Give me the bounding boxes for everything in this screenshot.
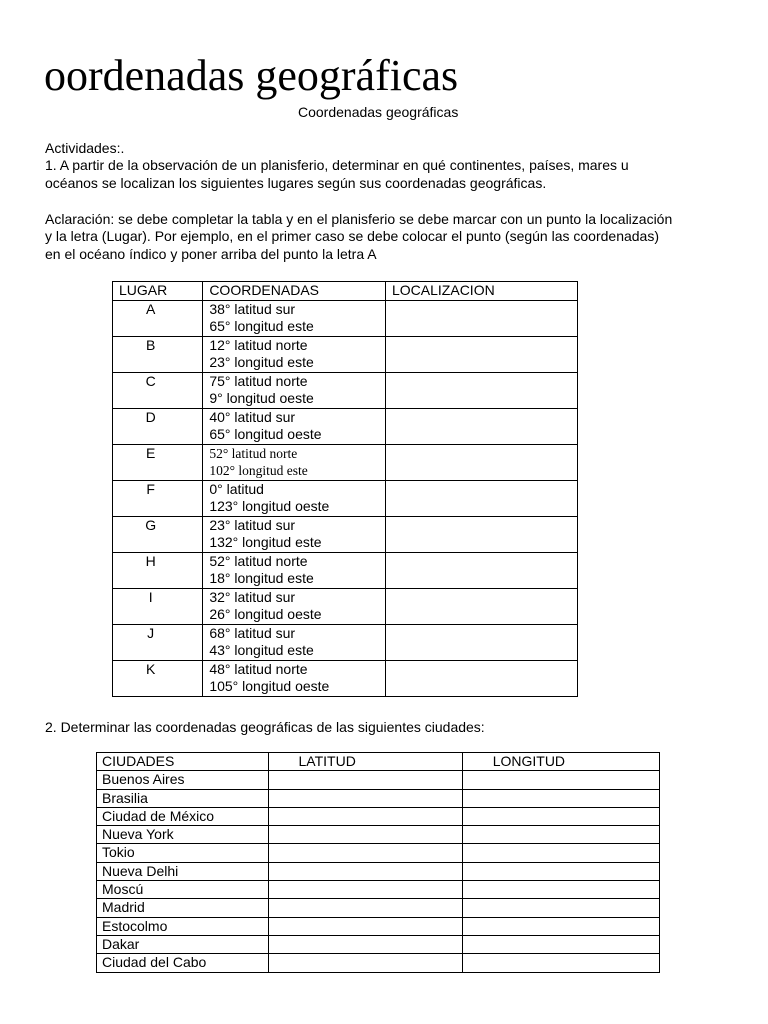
places-table-header-row <box>113 282 578 301</box>
table-row <box>113 660 578 696</box>
coordenadas-cell <box>203 660 386 696</box>
ciudad-cell: Madrid <box>97 899 269 917</box>
lugar-cell: B <box>113 336 203 372</box>
clarification-line-3: en el océano índico y poner arriba del punto la letra A <box>45 245 377 262</box>
ciudad-cell: Ciudad de México <box>97 807 269 825</box>
header-localizacion: LOCALIZACION <box>386 282 578 301</box>
longitud-cell[interactable] <box>462 826 659 844</box>
latitud-cell[interactable] <box>268 826 462 844</box>
latitude-text: 52° latitud norte <box>209 445 298 461</box>
latitude-text: 23° latitud sur <box>209 516 296 533</box>
lugar-cell: C <box>113 372 203 408</box>
localizacion-cell[interactable] <box>386 336 578 372</box>
localizacion-cell[interactable] <box>386 372 578 408</box>
longitude-text: 65° longitud oeste <box>209 426 322 442</box>
table-row <box>97 899 660 917</box>
coordenadas-cell <box>203 516 386 552</box>
places-table <box>112 281 578 697</box>
header-coordenadas: COORDENADAS <box>203 282 386 301</box>
longitud-cell[interactable] <box>462 954 659 972</box>
longitude-text: 102° longitud este <box>209 463 308 478</box>
table-row <box>97 881 660 899</box>
latitude-text: 40° latitud sur <box>209 408 296 425</box>
longitude-text: 105° longitud oeste <box>209 678 330 694</box>
longitud-cell[interactable] <box>462 789 659 807</box>
table-row <box>97 807 660 825</box>
coordenadas-cell <box>203 444 386 480</box>
table-row <box>97 954 660 972</box>
table-row <box>113 408 578 444</box>
table-row <box>97 935 660 953</box>
longitud-cell[interactable] <box>462 881 659 899</box>
activities-label: Actividades:. <box>45 140 125 156</box>
page-title: oordenadas geográficas <box>44 51 459 100</box>
localizacion-cell[interactable] <box>386 588 578 624</box>
latitude-text: 38° latitud sur <box>209 300 296 317</box>
lugar-cell: D <box>113 408 203 444</box>
activities-line-1: 1. A partir de la observación de un planisferio, determinar en qué continentes, países, mares u <box>45 157 629 174</box>
longitud-cell[interactable] <box>462 771 659 789</box>
latitude-text: 68° latitud sur <box>209 624 296 641</box>
latitude-text: 0° latitud <box>209 480 264 497</box>
latitud-cell[interactable] <box>268 935 462 953</box>
cities-table-header-row <box>97 753 660 771</box>
longitude-text: 123° longitud oeste <box>209 498 330 514</box>
longitud-cell[interactable] <box>462 844 659 862</box>
ciudad-cell: Dakar <box>97 935 269 953</box>
longitude-text: 18° longitud este <box>209 570 314 586</box>
header-lugar: LUGAR <box>113 282 203 301</box>
table-row <box>97 862 660 880</box>
coordenadas-cell <box>203 336 386 372</box>
longitude-text: 65° longitud este <box>209 318 314 334</box>
ciudad-cell: Estocolmo <box>97 917 269 935</box>
localizacion-cell[interactable] <box>386 516 578 552</box>
longitude-text: 132° longitud este <box>209 534 322 550</box>
latitud-cell[interactable] <box>268 789 462 807</box>
longitud-cell[interactable] <box>462 899 659 917</box>
header-latitud: LATITUD <box>268 753 462 771</box>
localizacion-cell[interactable] <box>386 300 578 336</box>
lugar-cell: J <box>113 624 203 660</box>
section-2-text: 2. Determinar las coordenadas geográficas de las siguientes ciudades: <box>45 719 485 735</box>
longitud-cell[interactable] <box>462 862 659 880</box>
coordenadas-cell <box>203 408 386 444</box>
clarification-line-2: y la letra (Lugar). Por ejemplo, en el primer caso se debe colocar el punto (según las coordenadas) <box>45 228 659 245</box>
table-row <box>97 917 660 935</box>
lugar-cell: F <box>113 480 203 516</box>
activities-paragraph <box>45 140 725 192</box>
page-subtitle: Coordenadas geográficas <box>298 104 459 120</box>
clarification-line-1: Aclaración: se debe completar la tabla y en el planisferio se debe marcar con un punto la localización <box>45 211 673 227</box>
localizacion-cell[interactable] <box>386 480 578 516</box>
table-row <box>97 826 660 844</box>
latitud-cell[interactable] <box>268 917 462 935</box>
table-row <box>113 588 578 624</box>
latitud-cell[interactable] <box>268 899 462 917</box>
lugar-cell: G <box>113 516 203 552</box>
longitude-text: 26° longitud oeste <box>209 606 322 622</box>
latitud-cell[interactable] <box>268 862 462 880</box>
coordenadas-cell <box>203 552 386 588</box>
table-row <box>113 516 578 552</box>
lugar-cell: K <box>113 660 203 696</box>
latitud-cell[interactable] <box>268 807 462 825</box>
coordenadas-cell <box>203 624 386 660</box>
latitude-text: 52° latitud norte <box>209 552 308 569</box>
ciudad-cell: Nueva York <box>97 826 269 844</box>
activities-line-2: océanos se localizan los siguientes lugares según sus coordenadas geográficas. <box>45 174 547 191</box>
lugar-cell: H <box>113 552 203 588</box>
lugar-cell: I <box>113 588 203 624</box>
table-row <box>113 624 578 660</box>
coordenadas-cell <box>203 588 386 624</box>
coordenadas-cell <box>203 300 386 336</box>
table-row <box>97 789 660 807</box>
latitude-text: 32° latitud sur <box>209 588 296 605</box>
table-row <box>97 844 660 862</box>
localizacion-cell[interactable] <box>386 660 578 696</box>
table-row <box>113 300 578 336</box>
table-row <box>113 336 578 372</box>
longitud-cell[interactable] <box>462 935 659 953</box>
longitude-text: 43° longitud este <box>209 642 314 658</box>
ciudad-cell: Tokio <box>97 844 269 862</box>
longitude-text: 9° longitud oeste <box>209 390 314 406</box>
latitude-text: 12° latitud norte <box>209 336 308 353</box>
cities-table <box>96 752 660 973</box>
localizacion-cell[interactable] <box>386 552 578 588</box>
latitud-cell[interactable] <box>268 881 462 899</box>
header-ciudades: CIUDADES <box>97 753 269 771</box>
ciudad-cell: Nueva Delhi <box>97 862 269 880</box>
header-longitud: LONGITUD <box>462 753 659 771</box>
latitud-cell[interactable] <box>268 954 462 972</box>
ciudad-cell: Brasilia <box>97 789 269 807</box>
longitud-cell[interactable] <box>462 917 659 935</box>
localizacion-cell[interactable] <box>386 444 578 480</box>
table-row <box>113 480 578 516</box>
latitude-text: 48° latitud norte <box>209 660 308 677</box>
longitud-cell[interactable] <box>462 807 659 825</box>
coordenadas-cell <box>203 372 386 408</box>
clarification-paragraph <box>45 211 725 263</box>
table-row <box>113 444 578 480</box>
ciudad-cell: Ciudad del Cabo <box>97 954 269 972</box>
table-row <box>113 552 578 588</box>
table-row <box>113 372 578 408</box>
lugar-cell: A <box>113 300 203 336</box>
ciudad-cell: Buenos Aires <box>97 771 269 789</box>
coordenadas-cell <box>203 480 386 516</box>
longitude-text: 23° longitud este <box>209 354 314 370</box>
latitud-cell[interactable] <box>268 771 462 789</box>
localizacion-cell[interactable] <box>386 408 578 444</box>
localizacion-cell[interactable] <box>386 624 578 660</box>
latitude-text: 75° latitud norte <box>209 372 308 389</box>
ciudad-cell: Moscú <box>97 881 269 899</box>
lugar-cell: E <box>113 444 203 480</box>
latitud-cell[interactable] <box>268 844 462 862</box>
section-2-paragraph <box>45 719 725 736</box>
table-row <box>97 771 660 789</box>
